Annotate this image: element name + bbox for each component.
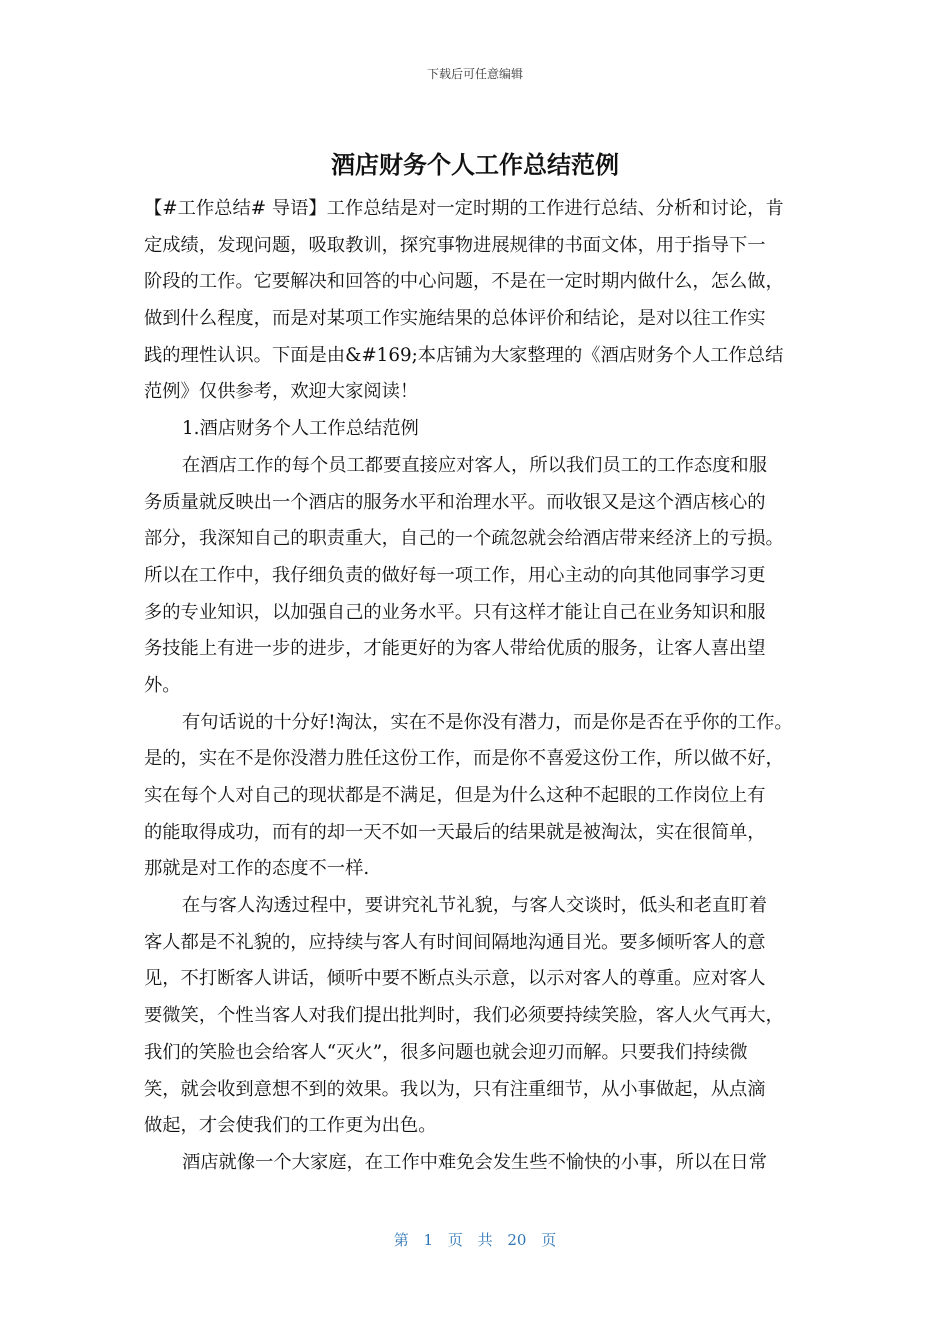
text-line: 那就是对工作的态度不一样.: [144, 858, 370, 880]
text-line: 有句话说的十分好!淘汰，实在不是你没有潜力，而是你是否在乎你的工作。: [182, 711, 793, 733]
text-line: 是的，实在不是你没潜力胜任这份工作，而是你不喜爱这份工作，所以做不好，: [144, 748, 784, 770]
text-line: 阶段的工作。它要解决和回答的中心问题，不是在一定时期内做什么，怎么做，: [144, 271, 784, 293]
text-line: 多的专业知识，以加强自己的业务水平。只有这样才能让自己在业务知识和服: [144, 601, 766, 623]
text-line: 【#工作总结# 导语】工作总结是对一定时期的工作进行总结、分析和讨论，肯: [144, 198, 784, 219]
text-line: 客人都是不礼貌的，应持续与客人有时间间隔地沟通目光。要多倾听客人的意: [144, 931, 766, 953]
page-footer-pagination: 第 1 页 共 20 页: [393, 1231, 557, 1249]
text-line: 实在每个人对自己的现状都是不满足，但是为什么这种不起眼的工作岗位上有: [144, 785, 766, 806]
text-line: 所以在工作中，我仔细负责的做好每一项工作，用心主动的向其他同事学习更: [144, 564, 766, 586]
text-line: 见，不打断客人讲话，倾听中要不断点头示意，以示对客人的尊重。应对客人: [144, 968, 766, 990]
document-body: [144, 191, 816, 1182]
text-line: 外。: [144, 674, 181, 696]
text-line: 笑，就会收到意想不到的效果。我以为，只有注重细节，从小事做起，从点滴: [144, 1078, 766, 1100]
text-line: 定成绩，发现问题，吸取教训，探究事物进展规律的书面文体，用于指导下一: [144, 234, 766, 256]
page-header-note: 下载后可任意编辑: [426, 67, 523, 81]
text-line: 务质量就反映出一个酒店的服务水平和治理水平。而收银又是这个酒店核心的: [144, 491, 766, 513]
text-line: 要微笑，个性当客人对我们提出批判时，我们必须要持续笑脸，客人火气再大，: [144, 1005, 784, 1027]
text-line: 做到什么程度，而是对某项工作实施结果的总体评价和结论，是对以往工作实: [144, 308, 766, 330]
text-line: 做起，才会使我们的工作更为出色。: [144, 1115, 437, 1137]
text-line: 酒店就像一个大家庭，在工作中难免会发生些不愉快的小事，所以在日常: [182, 1151, 767, 1173]
text-line: 我们的笑脸也会给客人“灭火”，很多问题也就会迎刃而解。只要我们持续微: [144, 1041, 748, 1063]
text-line: 范例》仅供参考，欢迎大家阅读！: [144, 381, 419, 403]
text-line: 在与客人沟透过程中，要讲究礼节礼貌，与客人交谈时，低头和老直盯着: [182, 895, 767, 917]
text-line: 1.酒店财务个人工作总结范例: [182, 418, 419, 440]
text-line: 务技能上有进一步的进步，才能更好的为客人带给优质的服务，让客人喜出望: [144, 638, 766, 660]
text-line: 部分，我深知自己的职责重大，自己的一个疏忽就会给酒店带来经济上的亏损。: [144, 528, 784, 550]
text-line: 的能取得成功，而有的却一天不如一天最后的结果就是被淘汰，实在很简单，: [144, 821, 766, 843]
document-title: 酒店财务个人工作总结范例: [331, 151, 619, 179]
text-line: 在酒店工作的每个员工都要直接应对客人，所以我们员工的工作态度和服: [182, 454, 767, 476]
text-line: 践的理性认识。下面是由&#169;本店铺为大家整理的《酒店财务个人工作总结: [144, 344, 784, 366]
